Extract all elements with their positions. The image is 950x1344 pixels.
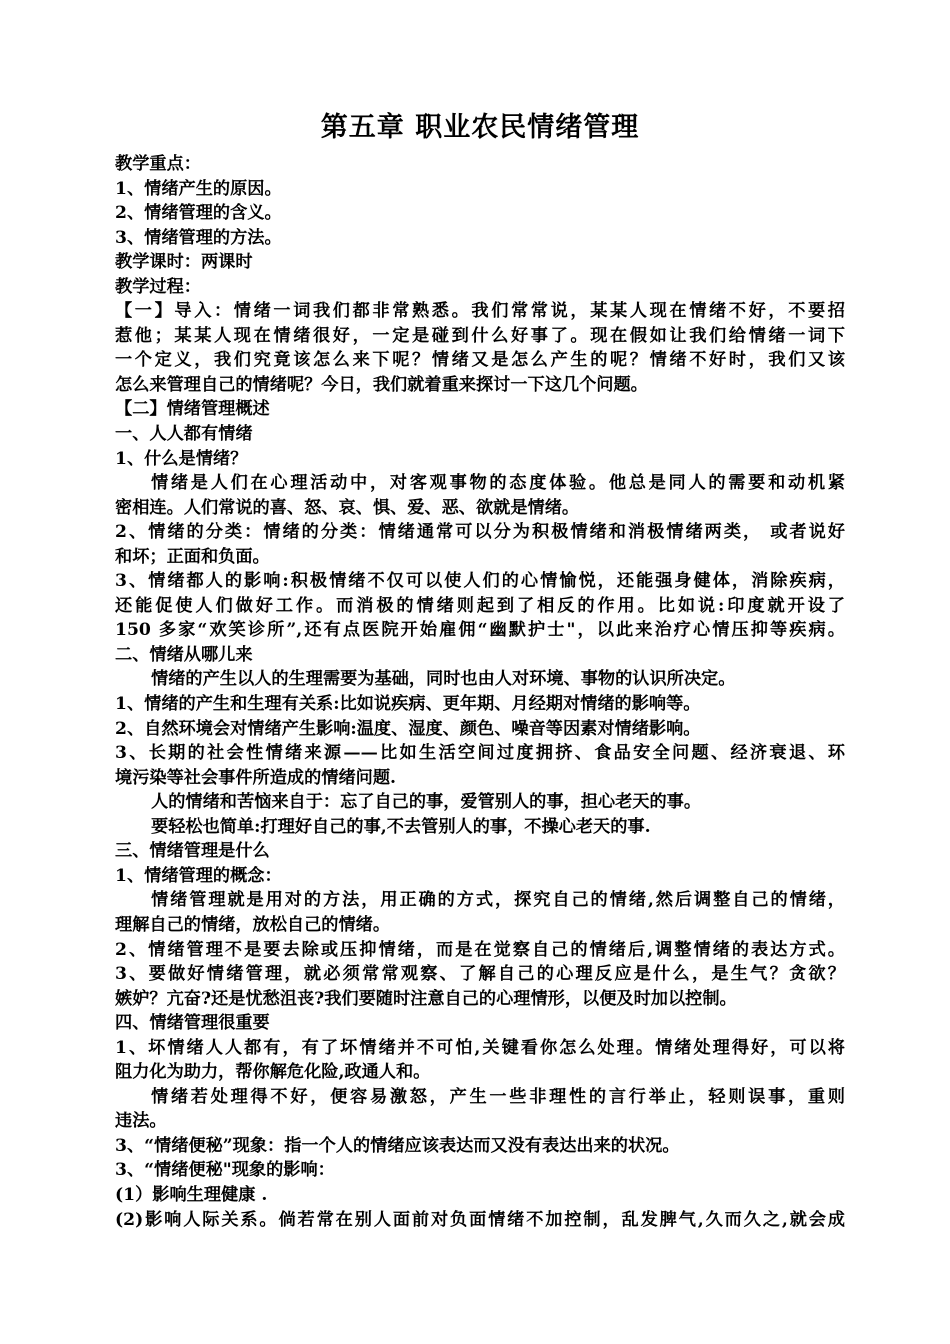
text-line: 3、要做好情绪管理，就必须常常观察、了解自己的心理反应是什么，是生气？贪欲？ <box>115 964 845 985</box>
text-line: 一个定义，我们究竟该怎么来下呢？情绪又是怎么产生的呢？情绪不好时，我们又该 <box>115 350 845 371</box>
section-heading: 三、情绪管理是什么 <box>115 841 270 862</box>
text-line: 和坏；正面和负面。 <box>115 546 270 567</box>
text-line: 违法。 <box>115 1111 167 1132</box>
text-line: 阻力化为助力，帮你解危化险,政通人和。 <box>115 1062 431 1083</box>
text-line: 嫉妒？亢奋?还是忧愁沮丧?我们要随时注意自己的心理情形，以便及时加以控制。 <box>115 988 737 1009</box>
text-line: 2、情绪管理不是要去除或压抑情绪，而是在觉察自己的情绪后,调整情绪的表达方式。 <box>115 939 845 960</box>
text-line: 1、什么是情绪？ <box>115 448 248 469</box>
section-heading: 一、人人都有情绪 <box>115 424 253 445</box>
text-line: (1）影响生理健康 . <box>115 1184 268 1205</box>
text-line: (2)影响人际关系。倘若常在别人面前对负面情绪不加控制，乱发脾气,久而久之,就会成 <box>115 1209 845 1230</box>
text-line: 理解自己的情绪，放松自己的情绪。 <box>115 914 391 935</box>
section-heading: 【二】情绪管理概述 <box>115 399 270 420</box>
text-line: 人的情绪和苦恼来自于：忘了自己的事，爱管别人的事，担心老天的事。 <box>151 792 702 813</box>
text-line: 2、自然环境会对情绪产生影响:温度、湿度、颜色、噪音等因素对情绪影响。 <box>115 718 701 739</box>
text-line: 1、情绪产生的原因。 <box>115 178 282 199</box>
text-line: 教学重点： <box>115 154 201 174</box>
text-line: 情绪是人们在心理活动中，对客观事物的态度体验。他总是同人的需要和动机紧 <box>151 473 845 494</box>
text-line: 情绪的产生以人的生理需要为基础，同时也由人对环境、事物的认识所决定。 <box>151 669 736 690</box>
chapter-title: 第五章 职业农民情绪管理 <box>320 112 640 143</box>
text-line: 要轻松也简单:打理好自己的事,不去管别人的事，不操心老天的事. <box>151 816 651 837</box>
document-page <box>115 108 845 1232</box>
text-line: 150 多家“欢笑诊所”,还有点医院开始雇佣“幽默护士"，以此来治疗心情压抑等疾病。 <box>115 620 845 641</box>
text-line: 3、情绪都人的影响:积极情绪不仅可以使人们的心情愉悦，还能强身健体，消除疾病， <box>115 571 845 592</box>
text-line: 1、情绪的产生和生理有关系:比如说疾病、更年期、月经期对情绪的影响等。 <box>115 694 701 715</box>
text-line: 境污染等社会事件所造成的情绪问题. <box>115 767 396 788</box>
text-line: 教学过程： <box>115 276 201 297</box>
text-line: 密相连。人们常说的喜、怒、哀、惧、爱、恶、欲就是情绪。 <box>115 497 580 518</box>
text-line: 3、长期的社会性情绪来源——比如生活空间过度拥挤、食品安全问题、经济衰退、环 <box>115 743 845 764</box>
text-line: 怎么来管理自己的情绪呢？今日，我们就着重来探讨一下这几个问题。 <box>115 374 648 395</box>
section-heading: 四、情绪管理很重要 <box>115 1013 270 1034</box>
text-line: 1、坏情绪人人都有，有了坏情绪并不可怕,关键看你怎么处理。情绪处理得好，可以将 <box>115 1037 845 1058</box>
text-line: 教学课时：两课时 <box>115 252 253 273</box>
text-line: 2、情绪管理的含义。 <box>115 203 282 224</box>
text-line: 情绪若处理得不好，便容易激怒，产生一些非理性的言行举止，轻则误事，重则 <box>151 1086 845 1107</box>
text-line: 2、情绪的分类：情绪的分类：情绪通常可以分为积极情绪和消极情绪两类， 或者说好 <box>115 522 845 543</box>
text-line: 惹他；某某人现在情绪很好，一定是碰到什么好事了。现在假如让我们给情绪一词下 <box>115 325 845 346</box>
text-line: 3、“情绪便秘"现象的影响： <box>115 1160 335 1181</box>
text-line: 3、“情绪便秘”现象：指一个人的情绪应该表达而又没有表达出来的状况。 <box>115 1135 680 1156</box>
text-line: 情绪管理就是用对的方法，用正确的方式，探究自己的情绪,然后调整自己的情绪， <box>151 890 845 911</box>
text-line: 【一】导入：情绪一词我们都非常熟悉。我们常常说，某某人现在情绪不好，不要招 <box>115 301 845 322</box>
text-line: 1、情绪管理的概念： <box>115 865 282 886</box>
text-line: 还能促使人们做好工作。而消极的情绪则起到了相反的作用。比如说:印度就开设了 <box>115 595 845 616</box>
section-heading: 二、情绪从哪儿来 <box>115 644 253 665</box>
text-line: 3、情绪管理的方法。 <box>115 227 282 248</box>
